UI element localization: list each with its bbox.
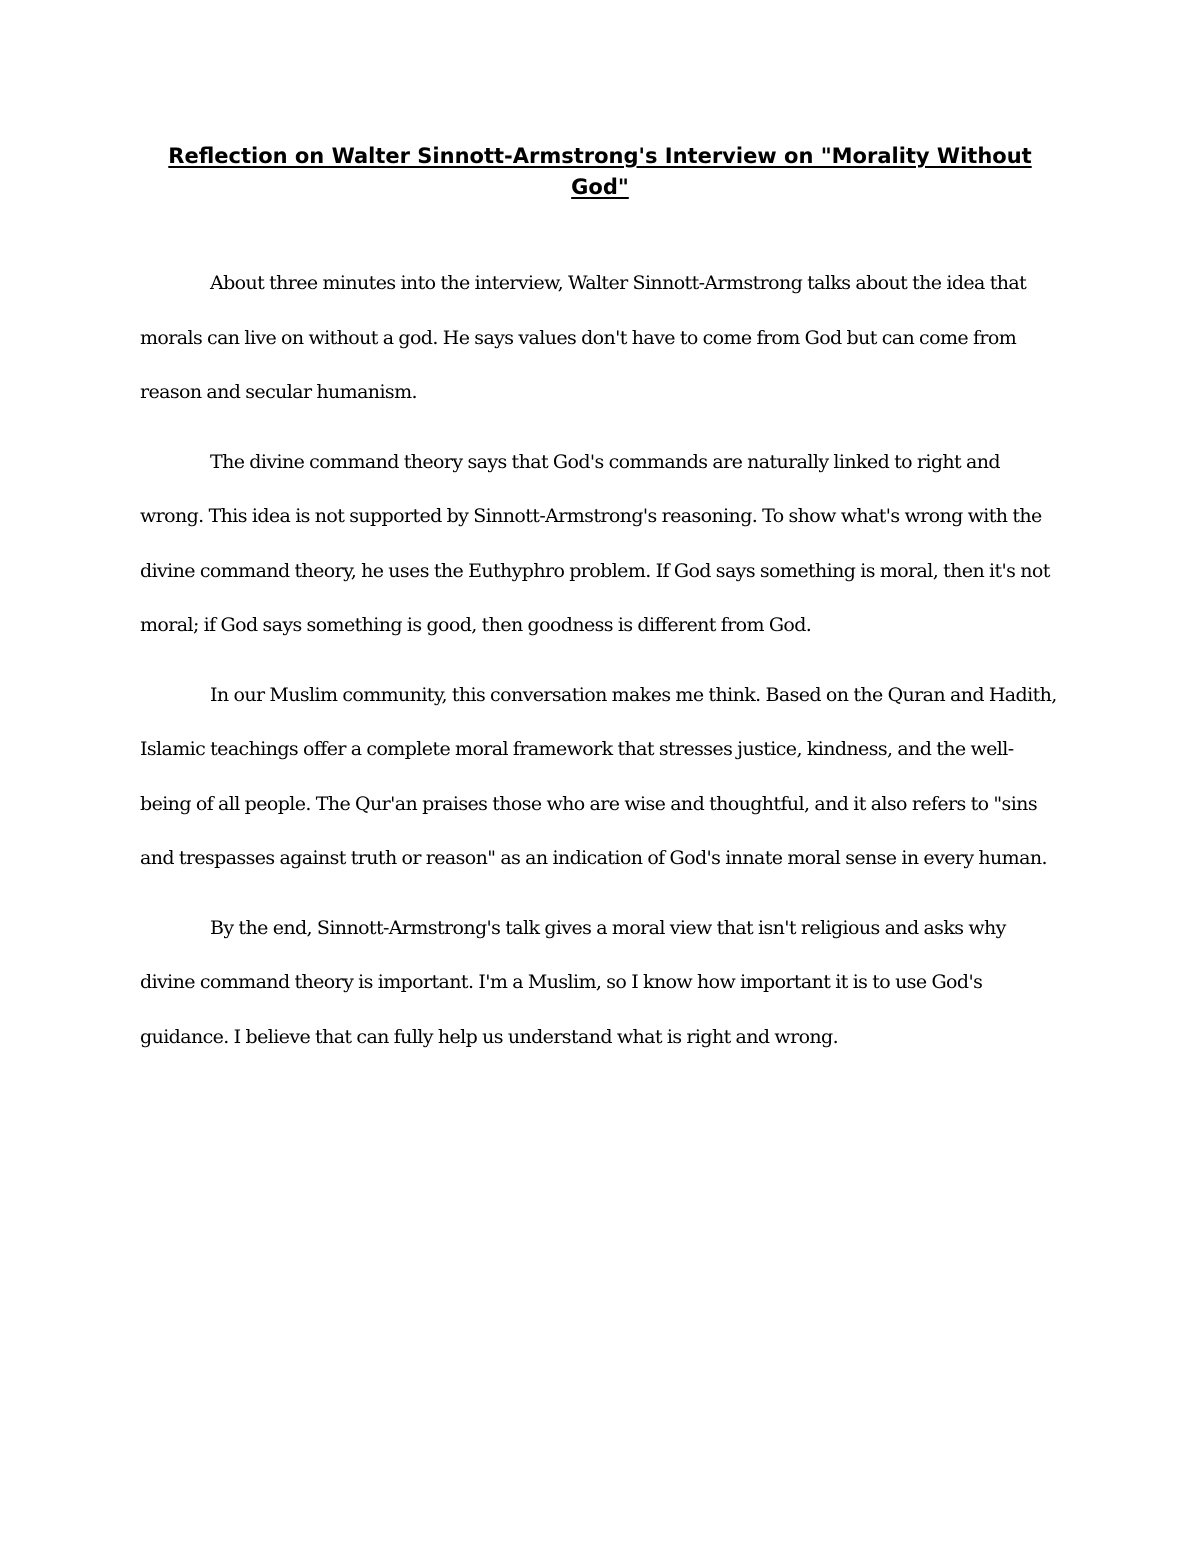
paragraph-4: By the end, Sinnott-Armstrong's talk gives a moral view that isn't religious and asks why divine command theory is important. I'm a Muslim, so I know how important it is to use God's guidance. I believe that can fully help us understand what is right and wrong. [140, 916, 1006, 1048]
paragraph-2: The divine command theory says that God's commands are naturally linked to right and wrong. This idea is not supported by Sinnott-Armstrong's reasoning. To show what's wrong with the divine command theory, he uses the Euthyphro problem. If God says something is moral, then it's not moral; if God says something is good, then goodness is different from God. [140, 450, 1050, 636]
document-body [140, 256, 1060, 1079]
paragraph-1: About three minutes into the interview, Walter Sinnott-Armstrong talks about the idea that morals can live on without a god. He says values don't have to come from God but can come from reason and secular humanism. [140, 272, 1027, 403]
document-title: Reflection on Walter Sinnott-Armstrong's Interview on "Morality Without God" [168, 144, 1032, 199]
paragraph-3: In our Muslim community, this conversation makes me think. Based on the Quran and Hadith, Islamic teachings offer a complete moral framework that stresses justice, kindness, and the well-being of all people. The Qur'an praises those who are wise and thoughtful, and it also refers to "sins and trespasses against truth or reason" as an indication of God's innate moral sense in every human. [140, 683, 1057, 869]
